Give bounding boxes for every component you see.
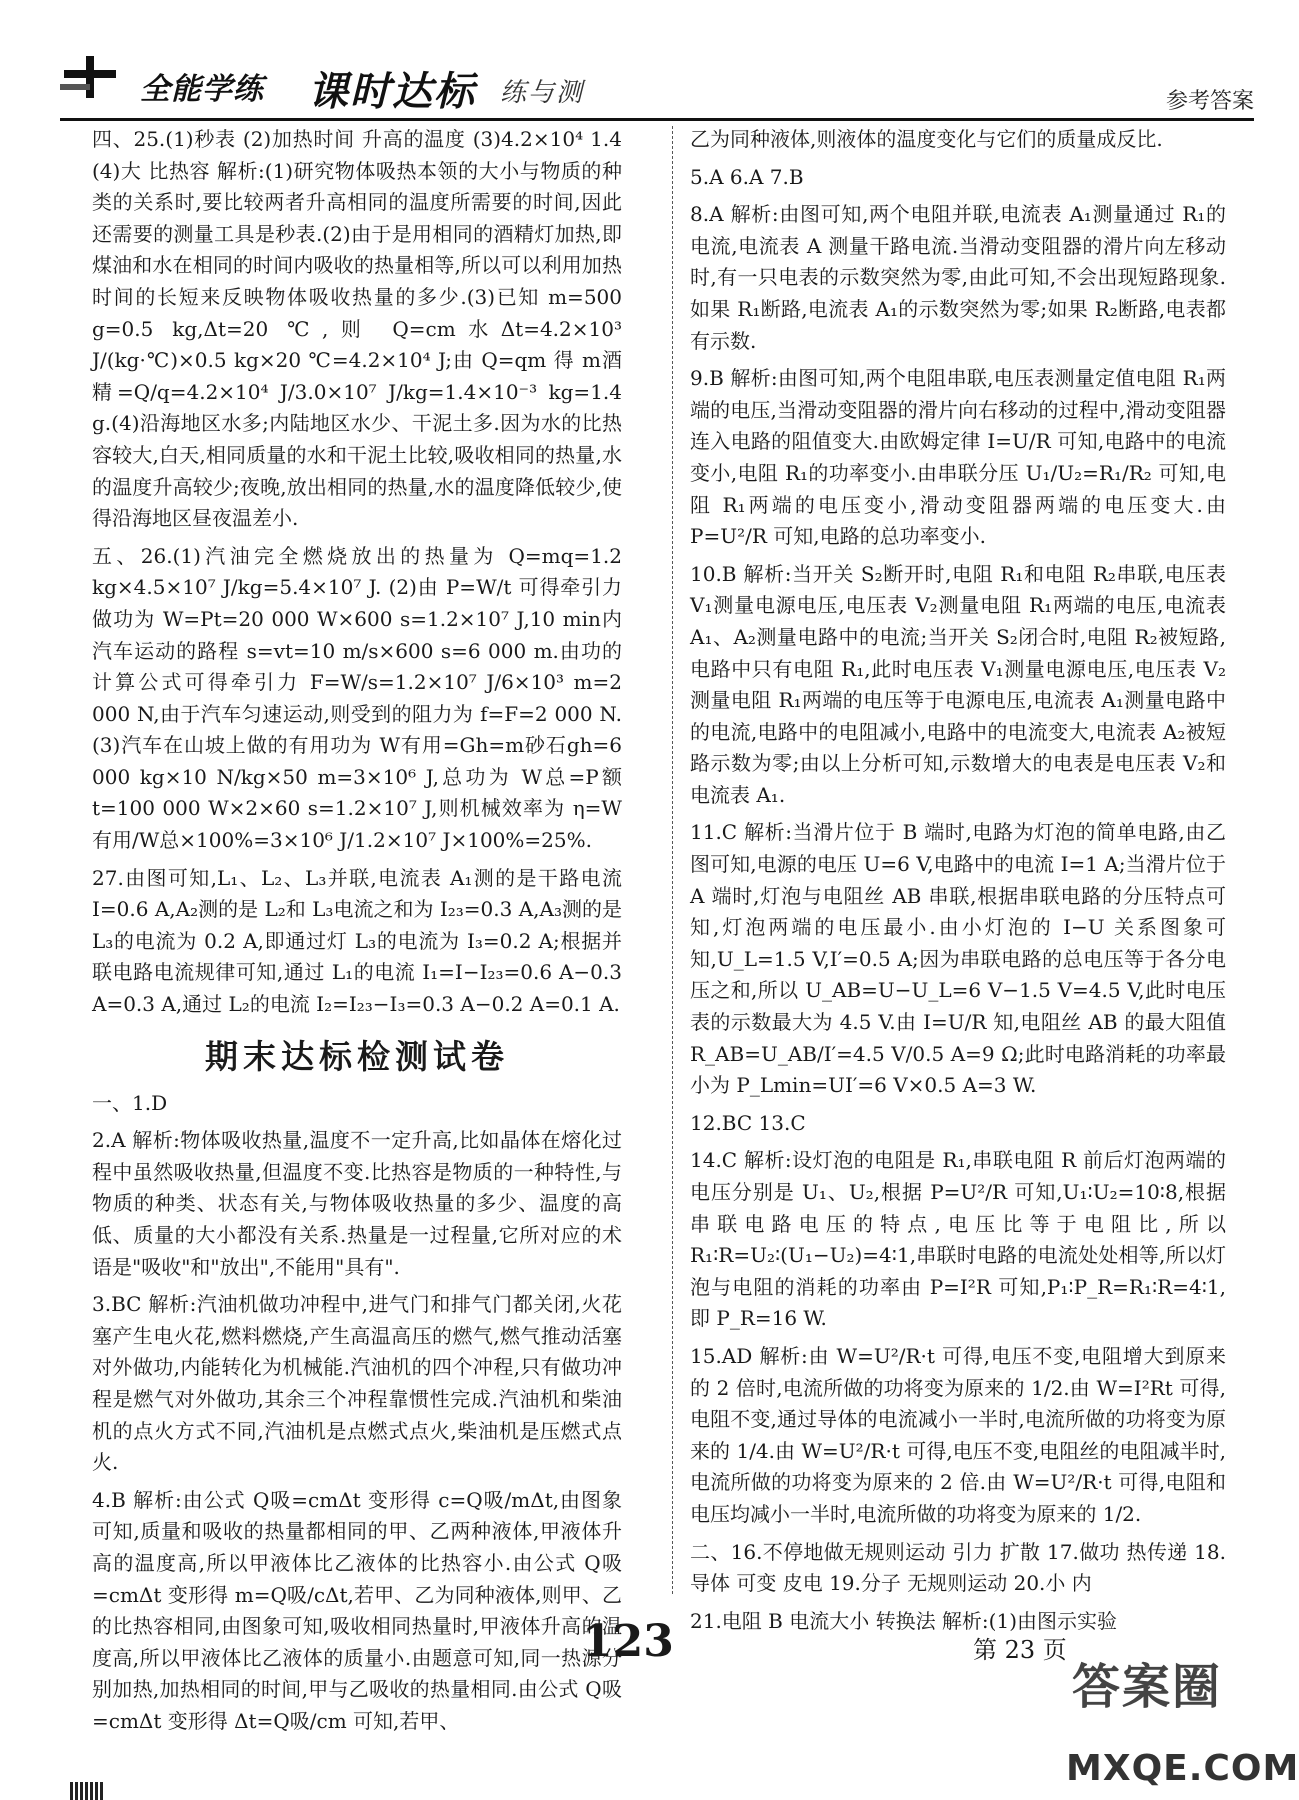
brand-name-1: 全能学练 [140, 72, 264, 107]
section-title: 期末达标检测试卷 [205, 1036, 509, 1076]
header-rule [60, 118, 1254, 121]
brand-logo-icon [60, 56, 118, 98]
answer-27: 27.由图可知,L₁、L₂、L₃并联,电流表 A₁测的是干路电流 I=0.6 A,A₂测的是 L₂和 L₃电流之和为 I₂₃=0.3 A,A₃测的是 L₃的电流为 0.2 A,即通过灯 L₃的电流为 I₃=0.2 A;根据并联电路电流规律可知,通过 L₁的电流 I₁=I−I₂₃=0.6 A−0.3 A=0.3 A,通过 L₂的电流 I₂=I₂₃−I₃=0.3 A−0.2 A=0.1 A. [92, 865, 622, 1017]
answer-16-20: 二、16.不停地做无规则运动 引力 扩散 17.做功 热传递 18.导体 可变 皮电 19.分子 无规则运动 20.小 内 [690, 1539, 1226, 1596]
watermark [1062, 1644, 1299, 1794]
answer-final-2: 2.A 解析:物体吸收热量,温度不一定升高,比如晶体在熔化过程中虽然吸收热量,但温度不变.比热容是物质的一种特性,与物质的种类、状态有关,与物体吸收热量的多少、温度的高低、质量的大小都没有关系.热量是一过程量,它所对应的术语是"吸收"和"放出",不能用"具有". [92, 1128, 622, 1279]
page-number: 123 [582, 1616, 674, 1667]
answer-5-7: 5.A 6.A 7.B [690, 164, 804, 189]
answer-4-continued: 乙为同种液体,则液体的温度变化与它们的质量成反比. [690, 127, 1163, 151]
right-column [690, 124, 1226, 1637]
answer-25: 四、25.(1)秒表 (2)加热时间 升高的温度 (3)4.2×10⁴ 1.4 (4)大 比热容 解析:(1)研究物体吸热本领的大小与物质的种类的关系时,要比较两者升高相同的温度所需要的时间,因此还需要的测量工具是秒表.(2)由于是用相同的酒精灯加热,即煤油和水在相同的时间内吸收的热量相等,所以可以利用加热时间的长短来反映物体吸收热量的多少.(3)已知 m=500 g=0.5 kg,Δt=20 ℃,则 Q=cm水Δt=4.2×10³ J/(kg·℃)×0.5 kg×20 ℃=4.2×10⁴ J;由 Q=qm 得 m酒精=Q/q=4.2×10⁴ J/3.0×10⁷ J/kg=1.4×10⁻³ kg=1.4 g.(4)沿海地区水多;内陆地区水少、干泥土多.因为水的比热容较大,白天,相同质量的水和干泥土比较,吸收相同的热量,水的温度升高较少;夜晚,放出相同的热量,水的温度降低较少,使得沿海地区昼夜温差小. [92, 127, 622, 531]
answer-final-1: 一、1.D [92, 1090, 168, 1115]
answer-final-4: 4.B 解析:由公式 Q吸=cmΔt 变形得 c=Q吸/mΔt,由图象可知,质量和吸收的热量都相同的甲、乙两种液体,甲液体升高的温度高,所以甲液体比乙液体的比热容小.由公式 Q吸=cmΔt 变形得 m=Q吸/cΔt,若甲、乙为同种液体,则甲、乙的比热容相同,由图象可知,吸收相同热量时,甲液体升高的温度高,所以甲液体比乙液体的质量小.由题意可知,同一热源分别加热,加热相同的时间,甲与乙吸收的热量相同.由公式 Q吸=cmΔt 变形得 Δt=Q吸/cm 可知,若甲、 [92, 1487, 622, 1733]
brand-name-2: 课时达标 [308, 69, 476, 115]
header-right-label: 参考答案 [1165, 89, 1254, 114]
page-label: 第 23 页 [973, 1636, 1067, 1664]
answer-9: 9.B 解析:由图可知,两个电阻串联,电压表测量定值电阻 R₁两端的电压,当滑动变阻器的滑片向右移动的过程中,滑动变阻器连入电路的阻值变大.由欧姆定律 I=U/R 可知,电路中的电流变小,电阻 R₁的功率变小.由串联分压 U₁/U₂=R₁/R₂ 可知,电阻 R₁两端的电压变小,滑动变阻器两端的电压变大.由 P=U²/R 可知,电路的总功率变小. [690, 366, 1226, 549]
answer-12-13: 12.BC 13.C [690, 1110, 806, 1135]
corner-mark [70, 1782, 104, 1800]
column-divider [672, 126, 673, 1594]
watermark-top: 答案圈 [1072, 1659, 1223, 1715]
answer-21: 21.电阻 B 电流大小 转换法 解析:(1)由图示实验 [690, 1608, 1118, 1633]
answer-10: 10.B 解析:当开关 S₂断开时,电阻 R₁和电阻 R₂串联,电压表 V₁测量电源电压,电压表 V₂测量电阻 R₁两端的电压,电流表 A₁、A₂测量电路中的电流;当开关 S₂闭合时,电阻 R₂被短路,电路中只有电阻 R₁,此时电压表 V₁测量电源电压,电压表 V₂测量电阻 R₁两端的电压等于电源电压,电流表 A₁测量电路中的电流,电路中的电阻减小,电路中的电流变大,电流表 A₂被短路示数为零;由以上分析可知,示数增大的电表是电压表 V₂和电流表 A₁. [690, 561, 1226, 807]
answer-final-3: 3.BC 解析:汽油机做功冲程中,进气门和排气门都关闭,火花塞产生电火花,燃料燃烧,产生高温高压的燃气,燃气推动活塞对外做功,内能转化为机械能.汽油机的四个冲程,只有做功冲程是燃气对外做功,其余三个冲程靠惯性完成.汽油机和柴油机的点火方式不同,汽油机是点燃式点火,柴油机是压燃式点火. [92, 1292, 622, 1475]
answer-14: 14.C 解析:设灯泡的电阻是 R₁,串联电阻 R 前后灯泡两端的电压分别是 U₁、U₂,根据 P=U²/R 可知,U₁∶U₂=10∶8,根据串联电路电压的特点,电压比等于电阻比,所以 R₁∶R=U₂∶(U₁−U₂)=4∶1,串联时电路的电流处处相等,所以灯泡与电阻的消耗的功率由 P=I²R 可知,P₁∶P_R=R₁∶R=4∶1,即 P_R=16 W. [690, 1148, 1226, 1331]
left-column [92, 124, 622, 1738]
answer-11: 11.C 解析:当滑片位于 B 端时,电路为灯泡的简单电路,由乙图可知,电源的电压 U=6 V,电路中的电流 I=1 A;当滑片位于 A 端时,灯泡与电阻丝 AB 串联,根据串联电路的分压特点可知,灯泡两端的电压最小.由小灯泡的 I−U 关系图象可知,U_L=1.5 V,I′=0.5 A;因为串联电路的总电压等于各分电压之和,所以 U_AB=U−U_L=6 V−1.5 V=4.5 V,此时电压表的示数最大为 4.5 V.由 I=U/R 知,电阻丝 AB 的最大阻值 R_AB=U_AB/I′=4.5 V/0.5 A=9 Ω;此时电路消耗的功率最小为 P_Lmin=UI′=6 V×0.5 A=3 W. [690, 820, 1226, 1098]
answer-15: 15.AD 解析:由 W=U²/R·t 可得,电压不变,电阻增大到原来的 2 倍时,电流所做的功将变为原来的 1/2.由 W=I²Rt 可得,电阻不变,通过导体的电流减小一半时,电流所做的功将变为原来的 1/4.由 W=U²/R·t 可得,电压不变,电阻丝的电阻减半时,电流所做的功将变为原来的 2 倍.由 W=U²/R·t 可得,电阻和电压均减小一半时,电流所做的功将变为原来的 1/2. [690, 1343, 1226, 1526]
answer-8: 8.A 解析:由图可知,两个电阻并联,电流表 A₁测量通过 R₁的电流,电流表 A 测量干路电流.当滑动变阻器的滑片向左移动时,有一只电表的示数突然为零,由此可知,不会出现短路现象.如果 R₁断路,电流表 A₁的示数突然为零;如果 R₂断路,电表都有示数. [690, 202, 1226, 353]
watermark-bottom: MXQE.COM [1066, 1748, 1299, 1789]
answer-26: 五、26.(1)汽油完全燃烧放出的热量为 Q=mq=1.2 kg×4.5×10⁷ J/kg=5.4×10⁷ J. (2)由 P=W/t 可得牵引力做功为 W=Pt=20 000 W×600 s=1.2×10⁷ J,10 min内汽车运动的路程 s=vt=10 m/s×600 s=6 000 m.由功的计算公式可得牵引力 F=W/s=1.2×10⁷ J/6×10³ m=2 000 N,由于汽车匀速运动,则受到的阻力为 f=F=2 000 N. (3)汽车在山坡上做的有用功为 W有用=Gh=m砂石gh=6 000 kg×10 N/kg×50 m=3×10⁶ J,总功为 W总=P额t=100 000 W×2×60 s=1.2×10⁷ J,则机械效率为 η=W有用/W总×100%=3×10⁶ J/1.2×10⁷ J×100%=25%. [92, 543, 622, 853]
brand-name-3: 练与测 [500, 78, 585, 108]
page-header [0, 0, 1254, 115]
